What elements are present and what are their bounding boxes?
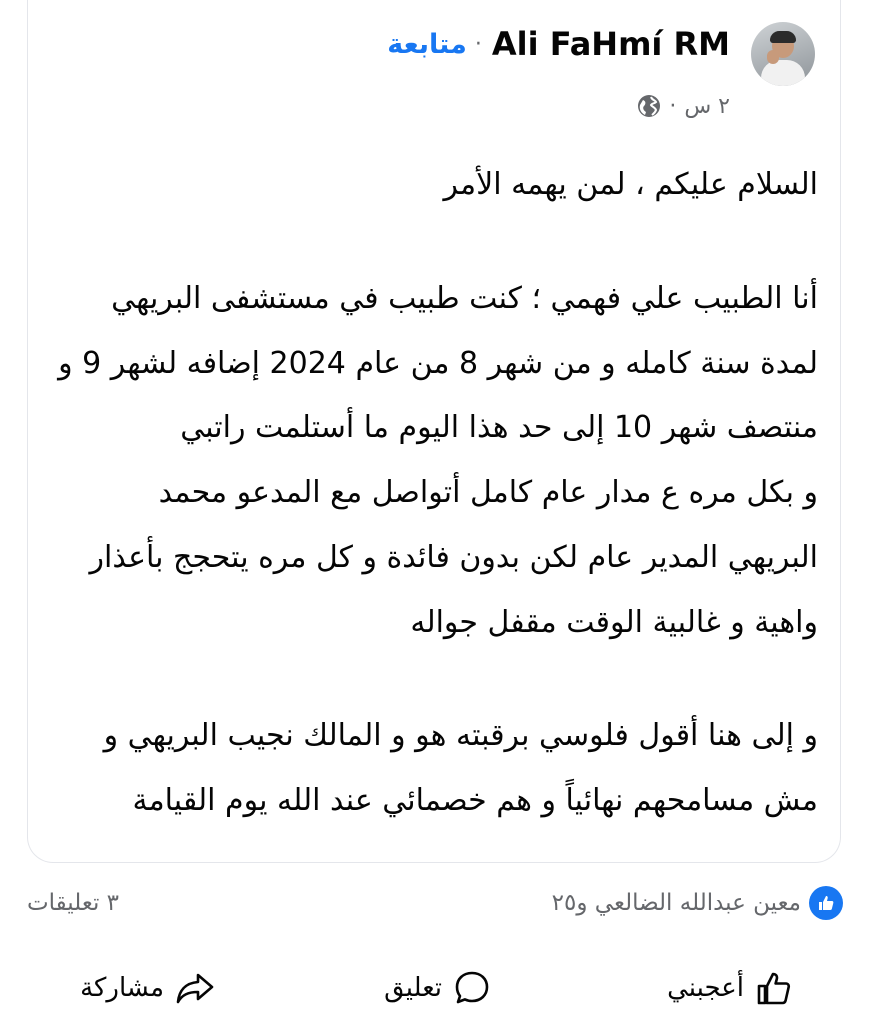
header-separator: ·	[474, 31, 482, 57]
post-text-line: منتصف شهر 10 إلى حد هذا اليوم ما أستلمت راتبي	[180, 410, 818, 445]
comment-label: تعليق	[384, 973, 442, 1003]
share-icon	[174, 968, 216, 1008]
post-text-line: البريهي المدير عام لكن بدون فائدة و كل مره يتحجج بأعذار	[89, 540, 818, 575]
follow-button[interactable]: متابعة	[387, 28, 467, 60]
post-text-line: السلام عليكم ، لمن يهمه الأمر	[443, 167, 818, 202]
post-text-line: لمدة سنة كامله و من شهر 8 من عام 2024 إضافه لشهر 9 و	[58, 346, 818, 381]
like-label: أعجبني	[667, 973, 744, 1003]
post-meta	[637, 89, 730, 123]
share-label: مشاركة	[80, 973, 164, 1003]
share-button[interactable]	[80, 958, 216, 1018]
post-text-line: و بكل مره ع مدار عام كامل أتواصل مع المدعو محمد	[158, 475, 818, 510]
post-text-line: أنا الطبيب علي فهمي ؛ كنت طبيب في مستشفى البريهي	[111, 281, 818, 316]
post-text-line: و إلى هنا أقول فلوسي برقبته هو و المالك نجيب البريهي و	[103, 718, 818, 753]
reaction-names[interactable]: معين عبدالله الضالعي و٢٥	[551, 890, 801, 916]
post-actions	[0, 958, 870, 1018]
avatar[interactable]	[751, 22, 815, 86]
author-name[interactable]: Ali FaHmí RM	[491, 25, 730, 63]
reactions-bar	[27, 881, 843, 925]
comment-icon	[452, 968, 492, 1008]
post-text-line: واهية و غالبية الوقت مقفل جواله	[410, 605, 818, 640]
post-header	[387, 22, 730, 66]
comment-button[interactable]	[384, 958, 492, 1018]
reaction-summary[interactable]	[552, 881, 843, 925]
like-button[interactable]	[667, 958, 794, 1018]
globe-icon	[637, 94, 661, 118]
like-badge-icon	[809, 886, 843, 920]
post-text-line: مش مسامحهم نهائياً و هم خصمائي عند الله يوم القيامة	[132, 783, 818, 818]
meta-separator: ·	[669, 93, 677, 119]
post-time[interactable]: ٢ س	[684, 93, 730, 119]
like-icon	[754, 968, 794, 1008]
comments-count[interactable]: ٣ تعليقات	[27, 890, 120, 916]
